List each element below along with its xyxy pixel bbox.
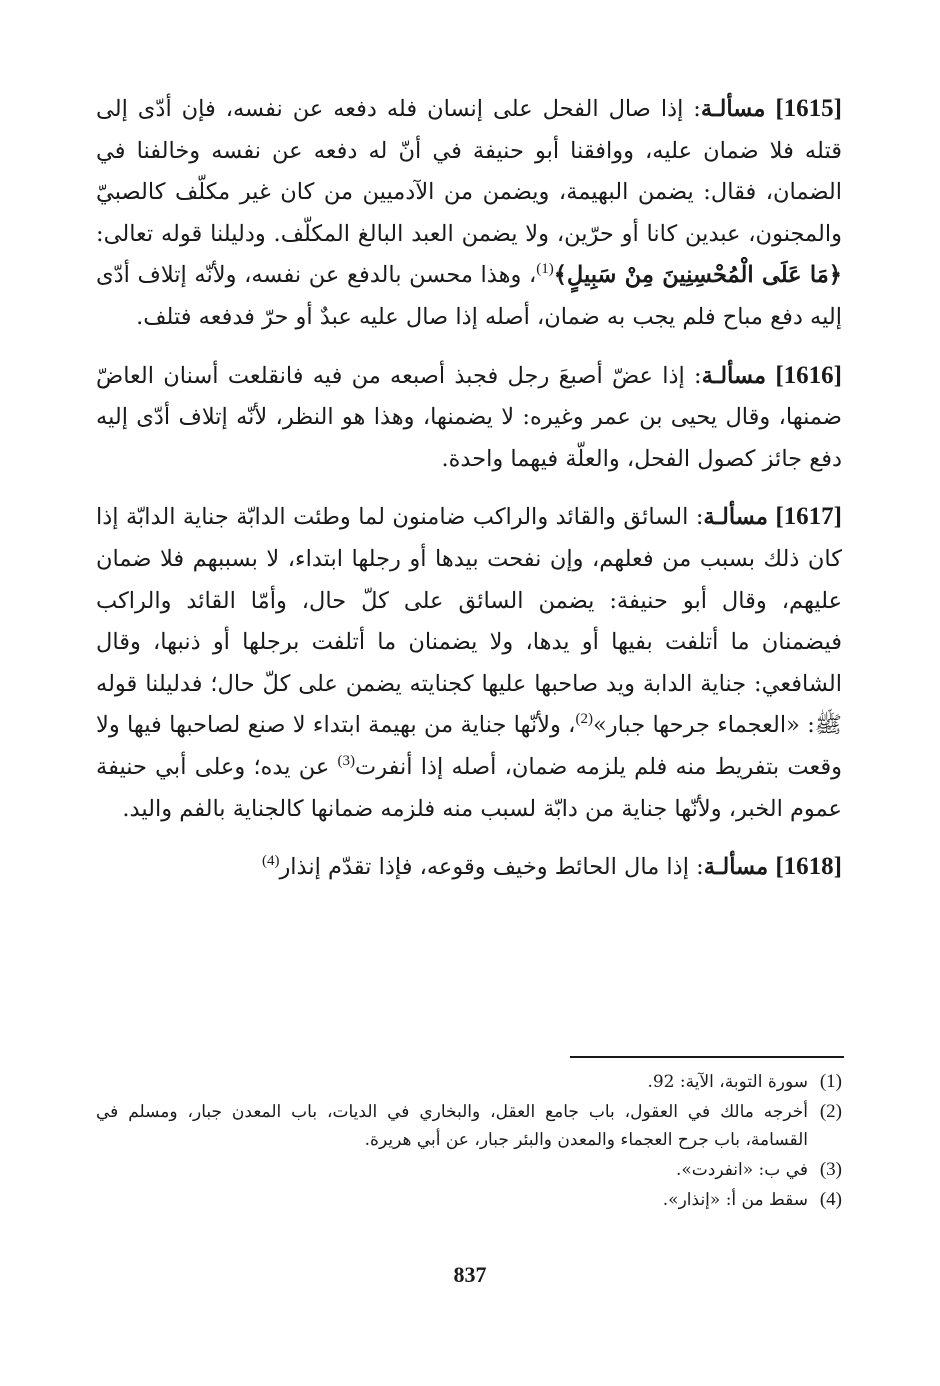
footnote-item <box>96 1156 842 1184</box>
issue-label: مسألـة <box>700 96 766 122</box>
paragraph-text: ، وهذا محسن بالدفع عن نفسه، ولأنّه إتلاف أدّى إليه دفع مباح فلم يجب به ضمان، أصله إذا صال عليه عبدٌ أو حرّ فدفعه فتلف. <box>96 262 842 330</box>
main-text <box>96 88 842 905</box>
paragraph-text: ، ولأنّها جناية من بهيمة ابتداء لا صنع لصاحبها فيها ولا وقعت بتفريط منه فلم يلزمه ضمان، أصله إذا أنفرت <box>96 712 842 780</box>
footnote-number: (3) <box>819 1159 842 1180</box>
paragraph-number: [1617] <box>775 503 842 531</box>
footnote-ref[interactable]: (1) <box>536 261 554 278</box>
paragraph-text: : إذا صال الفحل على إنسان فله دفعه عن نفسه، فإن أدّى إلى قتله فلا ضمان عليه، ووافقنا أبو حنيفة في أنّ له دفعه عن نفسه وخالفنا في الضمان، فقال: يضمن البهيمة، ويضمن من الآدميين من كان غير مكلّف كالصبيّ والمجنون، عبدين كانا أو حرّين، ولا يضمن العبد البالغ المكلّف. ودليلنا قوله تعالى: <box>96 96 842 247</box>
paragraph-1615 <box>96 88 842 339</box>
footnote-item <box>96 1098 842 1154</box>
footnote-ref[interactable]: (3) <box>337 752 356 769</box>
quran-verse: ﴿مَا عَلَى الْمُحْسِنِينَ مِنْ سَبِيلٍ﴾ <box>553 262 842 289</box>
paragraph-number: [1618] <box>775 853 842 881</box>
paragraph-1618 <box>96 846 842 889</box>
paragraph-1616 <box>96 355 842 481</box>
issue-label: مسألـة <box>701 362 767 389</box>
paragraph-number: [1616] <box>775 361 842 389</box>
footnotes <box>96 1066 842 1216</box>
footnote-text: في ب: «انفردت». <box>675 1160 808 1180</box>
footnote-separator <box>570 1056 844 1058</box>
issue-label: مسألـة <box>703 854 769 881</box>
footnote-item <box>96 1186 842 1214</box>
footnote-ref[interactable]: (2) <box>575 711 593 728</box>
footnote-text: سورة التوبة، الآية: 92. <box>647 1072 808 1092</box>
footnote-number: (1) <box>819 1071 842 1092</box>
footnote-ref[interactable]: (4) <box>261 853 280 870</box>
page-number: 837 <box>453 1262 487 1287</box>
footnote-number: (2) <box>819 1101 842 1122</box>
issue-label: مسألـة <box>703 504 768 531</box>
footnote-text: سقط من أ: «إنذار». <box>662 1190 808 1210</box>
paragraph-number: [1615] <box>775 95 842 122</box>
paragraph-text: : إذا عضّ أصبعَ رجل فجبذ أصبعه من فيه فانقلعت أسنان العاضّ ضمنها، وقال يحيى بن عمر وغيره: لا يضمنها، وهذا هو النظر، لأنّه إتلاف أدّى إليه دفع جائز كصول الفحل، والعلّة فيهما واحدة. <box>96 362 842 472</box>
footnote-text: أخرجه مالك في العقول، باب جامع العقل، والبخاري في الديات، باب المعدن جبار، ومسلم في القسامة، باب جرح العجماء والمعدن والبئر جبار، عن أبي هريرة. <box>96 1102 808 1150</box>
paragraph-text: عن يده؛ وعلى أبي حنيفة عموم الخبر، ولأنّها جناية من دابّة لسبب منه فلزمه ضمانها كالجناية بالفم واليد. <box>96 753 842 822</box>
paragraph-text: : إذا مال الحائط وخيف وقوعه، فإذا تقدّم إنذار <box>279 854 704 881</box>
footnote-item <box>96 1068 842 1096</box>
paragraph-text: : السائق والقائد والراكب ضامنون لما وطئت الدابّة جناية الدابّة إذا كان ذلك بسبب من فعلهم، وإن نفحت بيدها أو رجلها ابتداء، لا بسببهم فلا ضمان عليهم، وقال أبو حنيفة: يضمن السائق على كلّ حال، وأمّا القائد والراكب فيضمنان ما أتلفت بفيها أو يدها، ولا يضمنان ما أتلفت برجلها أو ذنبها، وقال الشافعي: جناية الدابة ويد صاحبها عليها كجنايته يضمن على كلّ حال؛ فدليلنا قوله ﷺ: «العجماء جرحها جبار» <box>96 504 842 739</box>
paragraph-1617 <box>96 496 842 830</box>
footnote-number: (4) <box>819 1189 842 1210</box>
